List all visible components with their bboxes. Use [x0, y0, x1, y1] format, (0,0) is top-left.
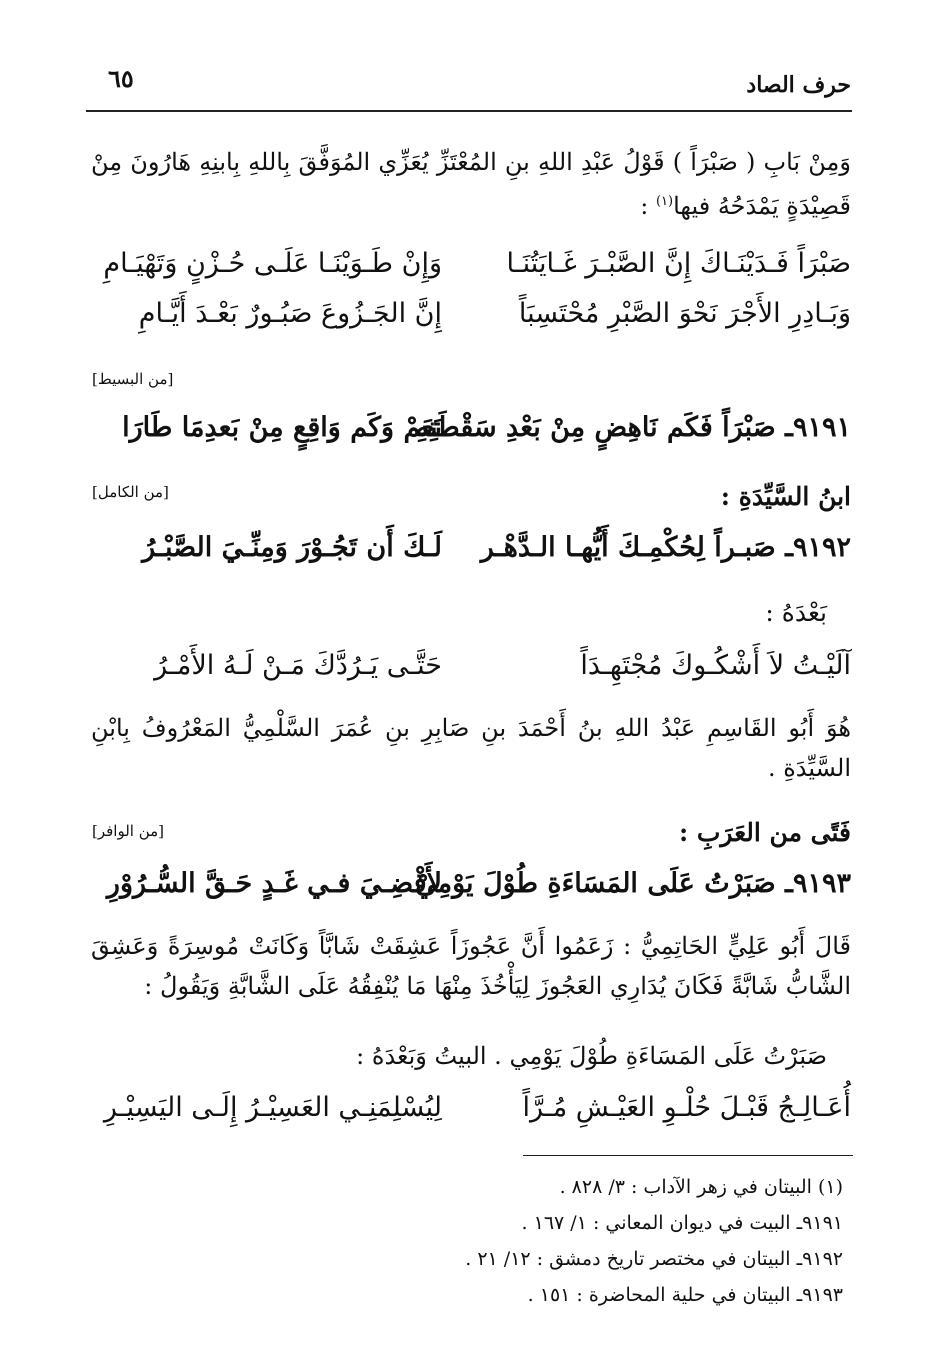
verse-9192-first-hemistich: ٩١٩٢ـ صَبـراً لِحُكْمِـكَ أَيُّهـا الـدَّهْـر: [480, 532, 851, 563]
footnote-9192: ٩١٩٢ـ البيتان في مختصر تاريخ دمشق : ١٢/ ٢١ .: [465, 1248, 843, 1270]
footnote-9191: ٩١٩١ـ البيت في ديوان المعاني : ١/ ١٦٧ .: [521, 1212, 843, 1234]
verse-9192-second-hemistich: لَـكَ أَن تَجُـوْرَ وَمِنِّـيَ الصَّبْـرُ: [142, 532, 442, 563]
verse-1-first-hemistich: صَبْرَاً فَـدَيْنَـاكَ إِنَّ الصَّبْـرَ غَـايَتُنَـا: [506, 248, 851, 279]
footnote-1: (١) البيتان في زهر الآداب : ٣/ ٨٢٨ .: [559, 1176, 843, 1198]
verse-9192b-first-hemistich: آلَيْـتُ لاَ أَشْكُـوكَ مُجْتَهِـدَاً: [580, 650, 851, 681]
poet-name-9193: فَتًى من العَرَبِ :: [678, 818, 851, 847]
verse-9191-second-hemistich: نَعَمْ وَكَم وَاقِعٍ مِنْ بَعدِمَا طَارَا: [122, 412, 442, 443]
verse-9193b-second-hemistich: لِيُسْلِمَنِـي العَسِيْـرُ إِلَـى اليَسِيْـرِ: [103, 1092, 442, 1123]
intro-paragraph: [91, 142, 851, 226]
story-paragraph-9193: قَالَ أَبُو عَلِيٍّ الحَاتِمِيُّ : زَعَمُوا أَنَّ عَجُوزَاً عَشِقَتْ شَابَّاً وَكَانَتْ مُوسِرَةً وَعَشِقَ الشَّابُّ شَابَّةً فَكَانَ يُدَارِي العَجُوزَ لِيَأْخُذَ مِنْهَا مَا يُنْفِقُهُ عَلَى الشَّابَّةِ وَيَقُولُ :: [91, 932, 851, 1000]
poet-name-9192: ابنُ السَّيِّدَةِ :: [720, 482, 851, 511]
footnote-9193: ٩١٩٣ـ البيتان في حلية المحاضرة : ١٥١ .: [527, 1284, 843, 1306]
footnote-marker: (١): [655, 194, 674, 209]
verse-2-second-hemistich: إِنَّ الجَـزُوعَ صَبُـورٌ بَعْـدَ أَيَّـامِ: [138, 298, 442, 329]
running-header-title: حرف الصاد: [746, 72, 851, 98]
verse-9193-second-hemistich: لأَقْضِـيَ فـي غَـدٍ حَـقَّ السُّـرُوْرِ: [106, 868, 442, 899]
quoted-line-9193: صَبَرْتُ عَلَى المَسَاءَةِ طُوْلَ يَوْمِي . البيتُ وَبَعْدَهُ :: [356, 1042, 827, 1070]
page-number: ٦٥: [108, 64, 134, 93]
poet-bio-9192: هُوَ أَبُو القَاسِمِ عَبْدُ اللهِ بنُ أَحْمَدَ بنِ صَابِرِ بنِ عُمَرَ السَّلْمِيُّ المَعْرُوفُ بِابْنِ السَّيِّدَةِ .: [91, 714, 851, 782]
verse-1-second-hemistich: وَإِنْ طَـوَيْنَـا عَلَـى حُـزْنٍ وَتَهْيَـامِ: [103, 248, 442, 279]
verse-9191-first-hemistich: ٩١٩١ـ صَبْرَاً فَكَم نَاهِضٍ مِنْ بَعْدِ سَقْطَتِهِ: [415, 412, 851, 443]
verse-2-first-hemistich: وَبَـادِرِ الأَجْرَ نَحْوَ الصَّبْرِ مُحْتَسِبَاً: [518, 298, 851, 329]
meter-label-9193: [من الوافر]: [92, 822, 165, 840]
meter-label-9191: [من البسيط]: [92, 370, 174, 388]
meter-label-9192: [من الكامل]: [92, 483, 169, 501]
intro-colon: :: [640, 192, 656, 220]
verse-9193b-first-hemistich: أُعَـالِـجُ قَبْـلَ حُلْـوِ العَيْـشِ مُـرَّاً: [522, 1092, 851, 1123]
header-divider: [86, 110, 852, 112]
verse-9192b-second-hemistich: حَتَّـى يَـرُدَّكَ مَـنْ لَـهُ الأَمْـرُ: [154, 650, 442, 681]
intro-text: وَمِنْ بَابِ ( صَبْرَاً ) قَوْلُ عَبْدِ اللهِ بنِ المُعْتَزِّ يُعَزِّي المُوَفَّقَ بِاللهِ بِابنِهِ هَارُونَ مِنْ قَصِيْدَةٍ يَمْدَحُهُ فيها: [91, 148, 851, 220]
after-label-9192: بَعْدَهُ :: [765, 598, 827, 627]
footnote-divider: [523, 1155, 853, 1156]
verse-9193-first-hemistich: ٩١٩٣ـ صَبَرْتُ عَلَى المَسَاءَةِ طُوْلَ يَوْمِيْ: [415, 868, 851, 899]
